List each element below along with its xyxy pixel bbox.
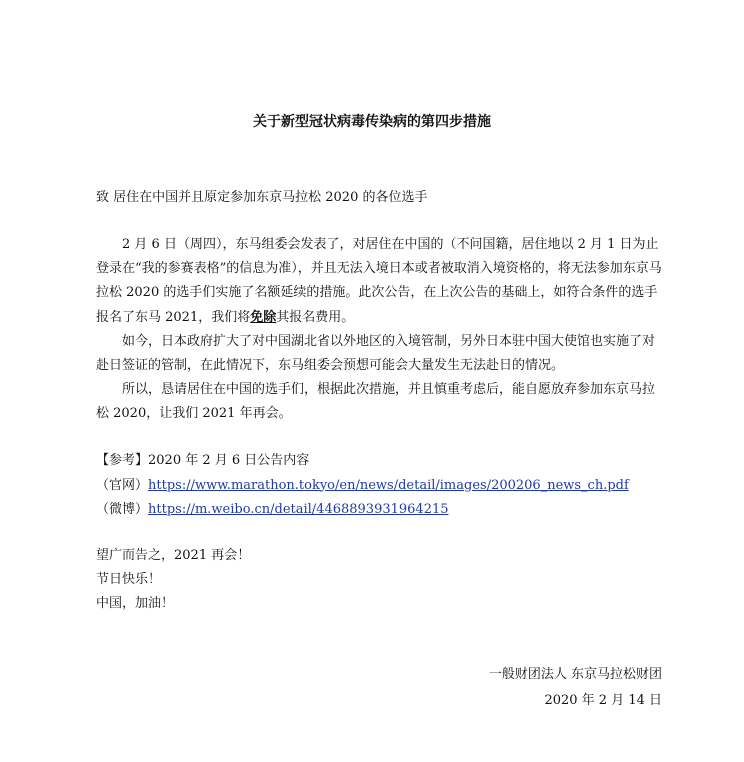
- paragraph-1-tail: 其报名费用。: [276, 309, 355, 325]
- reference-heading: [96, 449, 629, 474]
- signature-date: 2020 年 2 月 14 日: [544, 693, 662, 708]
- signature-org: 一般财团法人 东京马拉松财团: [488, 667, 662, 682]
- paragraph-1-text: 2 月 6 日（周四），东马组委会发表了，对居住在中国的（不问国籍，居住地以 2 月 1 日为止登录在“我的参赛表格”的信息为准），并且无法入境日本或者被取消入境资格的，将无法参加东京马拉松 2020 的选手们实施了名额延续的措施。此次公告，在上次公告的基础上，如符合条件的选手报名了东马 2021，我们将: [96, 237, 662, 325]
- weibo-link[interactable]: https://m.weibo.cn/detail/4468893931964215: [148, 502, 449, 517]
- references-section: [96, 449, 629, 523]
- signature-block: [489, 662, 662, 714]
- salutation: 致 居住在中国并且原定参加东京马拉松 2020 的各位选手: [96, 190, 428, 205]
- reference-weibo: [96, 498, 629, 523]
- reference-heading-text: 2020 年 2 月 6 日公告内容: [148, 453, 310, 468]
- paragraph-1-emphasis: 免除: [250, 309, 277, 325]
- closing-line-2: 节日快乐！: [96, 572, 162, 587]
- closing-line-3: 中国，加油！: [96, 596, 175, 611]
- reference-weibo-label: （微博）: [96, 502, 149, 517]
- document-title: 关于新型冠状病毒传染病的第四步措施: [253, 114, 491, 130]
- reference-heading-label: 【参考】: [96, 453, 149, 468]
- closing-line-1: 望广而告之，2021 再会！: [96, 548, 251, 563]
- reference-official: [96, 474, 629, 499]
- closing-section: [96, 544, 250, 616]
- body-paragraphs: [96, 233, 664, 427]
- paragraph-1: [96, 233, 664, 330]
- reference-official-label: （官网）: [96, 477, 149, 493]
- paragraph-2: 如今，日本政府扩大了对中国湖北省以外地区的入境管制，另外日本驻中国大使馆也实施了对赴日签证的管制，在此情况下，东马组委会预想可能会大量发生无法赴日的情况。: [96, 333, 656, 374]
- official-site-link[interactable]: https://www.marathon.tokyo/en/news/detail/images/200206_news_ch.pdf: [148, 477, 629, 493]
- paragraph-3: 所以，恳请居住在中国的选手们，根据此次措施，并且慎重考虑后，能自愿放弃参加东京马拉松 2020，让我们 2021 年再会。: [96, 382, 656, 422]
